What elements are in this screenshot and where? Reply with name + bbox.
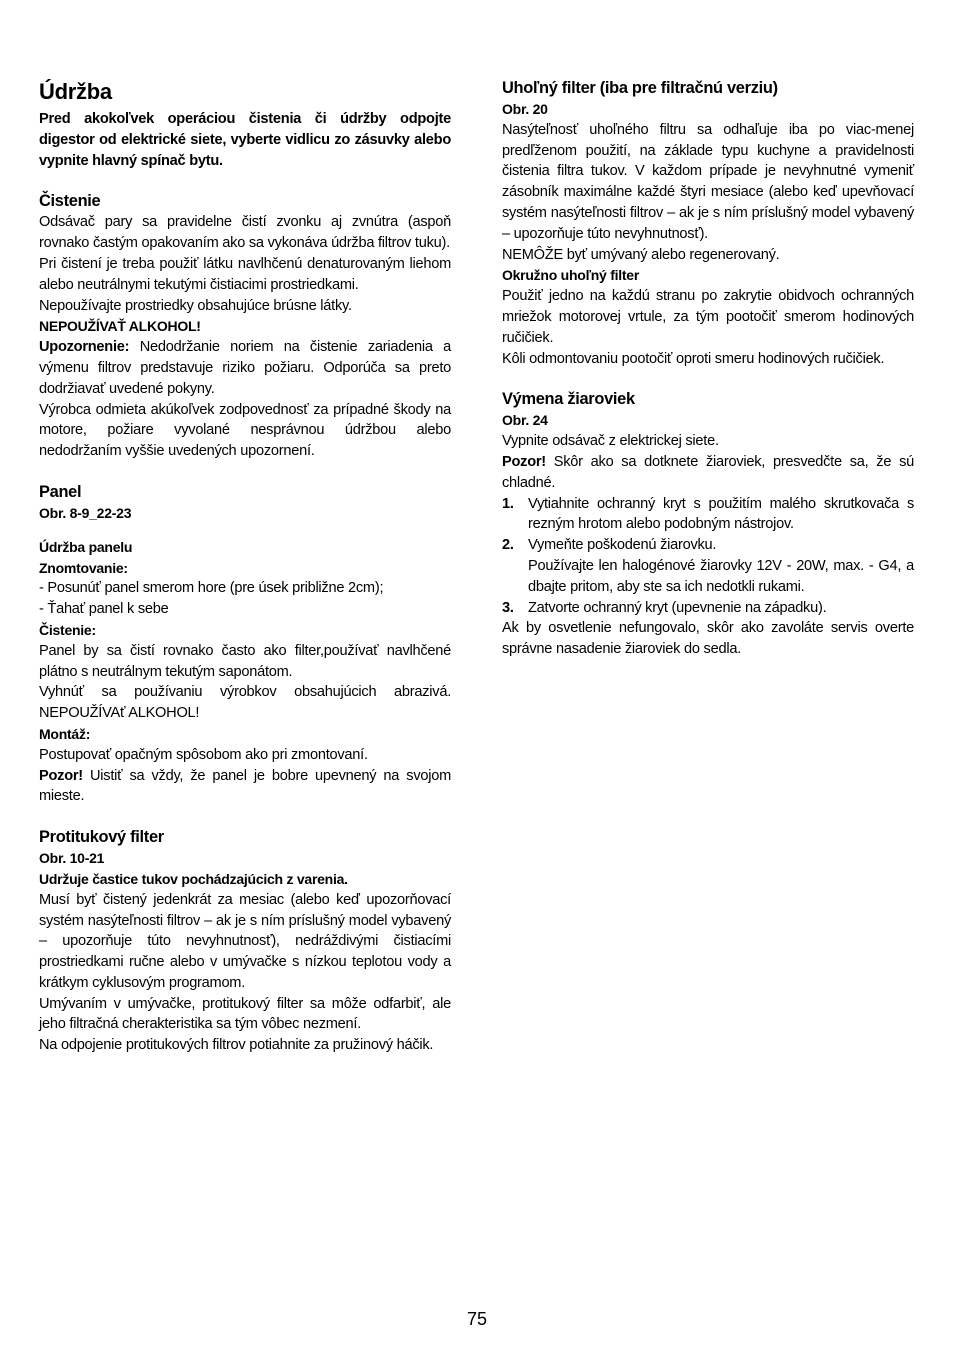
paragraph: Nepoužívajte prostriedky obsahujúce brúsne látky. (39, 297, 352, 314)
step-text: Vytiahnite ochranný kryt s použitím malého skrutkovača s rezným hrotom alebo podobným nástrojov. (528, 495, 914, 533)
paragraph: Panel by sa čistí rovnako často ako filter,používať navlhčené plátno s neutrálnym tekutým saponátom. (39, 642, 451, 680)
step-number: 2. (502, 537, 514, 554)
section-heading-panel: Panel (39, 482, 82, 501)
step-text: Zatvorte ochranný kryt (upevnenie na západku). (528, 599, 827, 616)
paragraph: Ak by osvetlenie nefungovalo, skôr ako zavoláte servis overte správne nasadenie žiaroviek do sedla. (502, 620, 914, 658)
subheading: Okružno uhoľný filter (502, 267, 640, 284)
subheading: Montáž: (39, 725, 91, 742)
paragraph: Postupovať opačným spôsobom ako pri zmontovaní. (39, 746, 368, 763)
section-heading-grease-filter: Protitukový filter (39, 828, 164, 847)
section-heading-carbon-filter: Uhoľný filter (iba pre filtračnú verziu) (502, 79, 778, 97)
subheading: Údržba panelu (39, 538, 133, 555)
paragraph: Na odpojenie protitukových filtrov potiahnite za pružinový háčik. (39, 1037, 434, 1054)
paragraph: Kôli odmontovaniu pootočiť oproti smeru hodinových ručičiek. (502, 350, 885, 367)
caution-note (502, 452, 914, 494)
paragraph: Použiť jedno na každú stranu po zakrytie obidvoch ochranných mriežok motorovej vrtule, za tým pootočiť smerom hodinových ručičiek. (502, 288, 914, 346)
alcohol-warning: NEPOUŽÍVAŤ ALKOHOL! (39, 318, 201, 335)
step-extra: Používajte len halogénové žiarovky 12V - 20W, max. - G4, a dbajte pritom, aby ste sa ich nedotkli rukami. (528, 557, 914, 595)
paragraph: Vypnite odsávač z elektrickej siete. (502, 433, 719, 450)
paragraph: NEMÔŽE byť umývaný alebo regenerovaný. (502, 246, 780, 263)
list-item: - Ťahať panel k sebe (39, 601, 169, 618)
figure-reference: Obr. 24 (502, 412, 548, 429)
caution-text: Uistiť sa vždy, že panel je bobre upevnený na svojom mieste. (39, 767, 451, 805)
subheading: Čistenie: (39, 621, 96, 638)
list-item: - Posunúť panel smerom hore (pre úsek približne 2cm); (39, 580, 384, 597)
figure-reference: Obr. 8-9_22-23 (39, 504, 132, 521)
step-number: 3. (502, 599, 514, 616)
step-text: Vymeňte poškodenú žiarovku. (528, 537, 717, 554)
lead-text: Udržuje častice tukov pochádzajúcich z varenia. (39, 870, 348, 887)
list-item (502, 494, 914, 536)
list-item (502, 598, 914, 619)
paragraph: Pri čistení je treba použiť látku navlhčenú denaturovaným liehom alebo neutrálnymi tekutými čistiacimi prostriedkami. (39, 255, 451, 293)
list-item (502, 535, 914, 597)
left-column (39, 74, 451, 1056)
paragraph: Nasýteľnosť uhoľného filtru sa odhaľuje iba po viac-menej predľženom použití, na základe typu kuchyne a pravidelnosti čistenia filtra tukov. V každom prípade je nevyhnutné vymeniť zásobník maximálne každé štyri mesiace (alebo keď upevňovací systém nasýteľnosti filtrov – ak je s ním príslušný model vybavený – upozorňuje túto nevyhnutnosť). (502, 121, 914, 242)
paragraph: Odsávač pary sa pravidelne čistí zvonku aj zvnútra (aspoň rovnako častým opakovaním ako sa vykonáva údržba filtrov tuku). (39, 214, 451, 252)
page-number: 75 (466, 1309, 488, 1329)
safety-intro: Pred akokoľvek operáciou čistenia či údržby odpojte digestor od elektrické siete, vyberte vidlicu zo zásuvky alebo vypnite hlavný spínač bytu. (39, 111, 451, 169)
subheading: Znomtovanie: (39, 559, 128, 576)
paragraph: Umývaním v umývačke, protitukový filter sa môže odfarbiť, ale jeho filtračná cherakteristika sa tým vôbec nezmení. (39, 995, 451, 1033)
figure-reference: Obr. 20 (502, 101, 548, 117)
caution-label: Pozor! (39, 767, 83, 784)
figure-reference: Obr. 10-21 (39, 850, 105, 867)
note-text: Nedodržanie noriem na čistenie zariadenia a výmenu filtrov predstavuje riziko požiaru. Odporúča sa preto dodržiavať uvedené pokyny. (39, 339, 451, 397)
caution-text: Skôr ako sa dotknete žiaroviek, presvedčte sa, že sú chladné. (502, 453, 914, 491)
fire-risk-note (39, 337, 451, 399)
caution-label: Pozor! (502, 453, 546, 470)
step-number: 1. (502, 495, 514, 512)
section-heading-bulbs: Výmena žiaroviek (502, 390, 635, 409)
paragraph: Musí byť čistený jedenkrát za mesiac (alebo keď upozorňovací systém nasýteľnosti filtrov – ak je s ním príslušný model vybavený – upozorňuje túto nevyhnutnosť), nedráždivými čistiacími prostriedkami ručne alebo v umývačke s nízkou teplotou vody a krátkym cyklusovým programom. (39, 891, 451, 991)
paragraph: Vyhnúť sa používaniu výrobkov obsahujúcich abrazivá. NEPOUŽÍVAť ALKOHOL! (39, 684, 451, 722)
right-column (502, 78, 914, 660)
section-heading-cistenie: Čistenie (39, 192, 101, 211)
paragraph: Výrobca odmieta akúkoľvek zodpovednosť za prípadné škody na motore, požiare vyvolané nesprávnou údržbou alebo nedodržaním vyššie uvedených upozornení. (39, 401, 451, 460)
page-title: Údržba (39, 79, 112, 104)
note-label: Upozornenie: (39, 339, 130, 356)
caution-note (39, 766, 451, 808)
bulb-steps-list (502, 494, 914, 619)
